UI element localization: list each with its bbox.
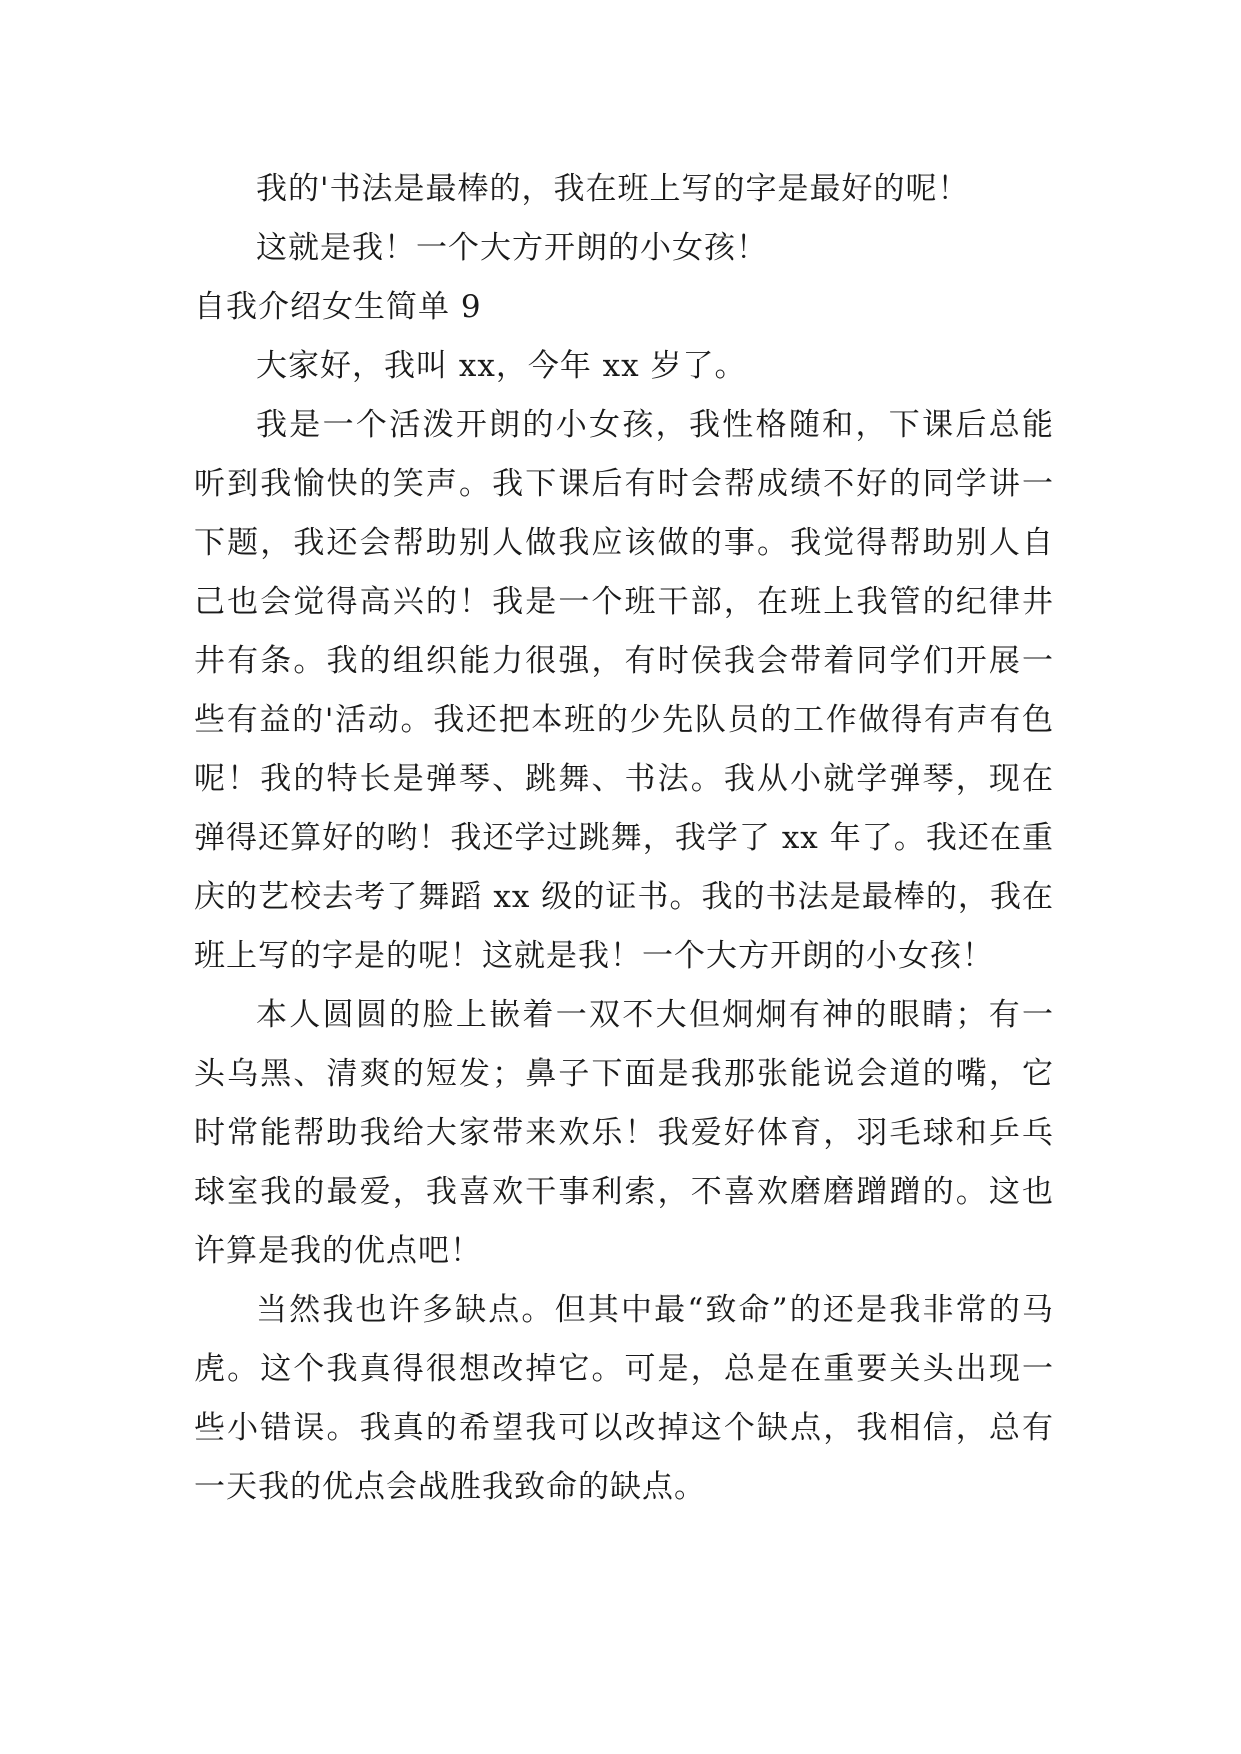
paragraph: 本人圆圆的脸上嵌着一双不大但炯炯有神的眼睛；有一头乌黑、清爽的短发；鼻子下面是我那张能说会道的嘴，它时常能帮助我给大家带来欢乐！我爱好体育，羽毛球和乒乓球室我的最爱，我喜欢干事利索，不喜欢磨磨蹭蹭的。这也许算是我的优点吧！: [194, 997, 1054, 1269]
paragraph: 这就是我！一个大方开朗的小女孩！: [256, 230, 768, 266]
paragraph: 我的'书法是最棒的，我在班上写的字是最好的呢！: [256, 171, 970, 207]
paragraph: 我是一个活泼开朗的小女孩，我性格随和，下课后总能听到我愉快的笑声。我下课后有时会帮成绩不好的同学讲一下题，我还会帮助别人做我应该做的事。我觉得帮助别人自己也会觉得高兴的！我是一个班干部，在班上我管的纪律井井有条。我的组织能力很强，有时侯我会带着同学们开展一些有益的'活动。我还把本班的少先队员的工作做得有声有色呢！我的特长是弹琴、跳舞、书法。我从小就学弹琴，现在弹得还算好的哟！我还学过跳舞，我学了 xx 年了。我还在重庆的艺校去考了舞蹈 xx 级的证书。我的书法是最棒的，我在班上写的字是的呢！这就是我！一个大方开朗的小女孩！: [194, 407, 1054, 974]
paragraph: 大家好，我叫 xx，今年 xx 岁了。: [256, 348, 747, 384]
document-body: [194, 160, 1054, 1517]
paragraph: 当然我也许多缺点。但其中最“致命”的还是我非常的马虎。这个我真得很想改掉它。可是，总是在重要关头出现一些小错误。我真的希望我可以改掉这个缺点，我相信，总有一天我的优点会战胜我致命的缺点。: [194, 1292, 1054, 1505]
section-title: 自我介绍女生简单 9: [194, 289, 482, 325]
